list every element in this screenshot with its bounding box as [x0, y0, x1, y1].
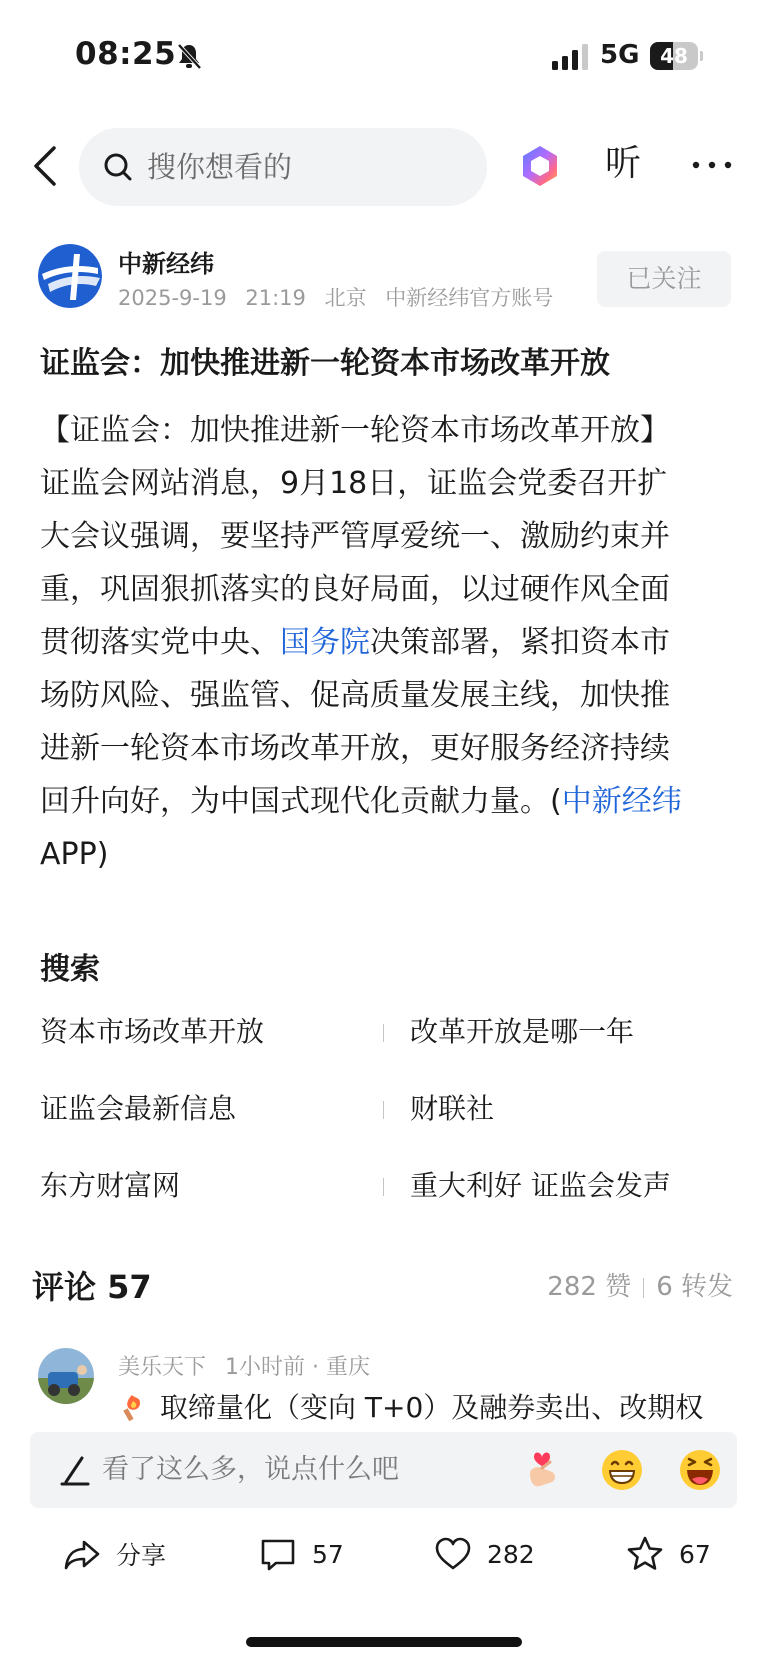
author-meta	[118, 282, 565, 312]
listen-button[interactable]: 听	[605, 143, 642, 184]
article-line	[40, 775, 730, 828]
favorite-button[interactable]	[625, 1532, 711, 1576]
search-row	[40, 1087, 730, 1164]
divider	[383, 1178, 384, 1196]
article-line: 重，巩固狠抓落实的良好局面，以过硬作风全面	[40, 572, 670, 607]
publish-time: 21:19	[245, 286, 306, 310]
search-row	[40, 1010, 730, 1087]
comment-input[interactable]	[30, 1432, 737, 1508]
related-search-grid	[40, 1010, 730, 1241]
divider	[383, 1024, 384, 1042]
share-label: 分享	[116, 1541, 167, 1570]
commenter-avatar[interactable]	[38, 1348, 94, 1404]
like-count: 282	[487, 1539, 535, 1569]
torch-icon	[118, 1391, 156, 1421]
author-avatar[interactable]	[38, 244, 102, 308]
like-button[interactable]	[433, 1532, 535, 1576]
share-button[interactable]	[62, 1532, 166, 1576]
article-line	[40, 616, 730, 669]
search-input[interactable]	[79, 128, 487, 206]
article-line: 大会议强调，要坚持严管厚爱统一、激励约束并	[40, 519, 670, 554]
repost-stat: 6 转发	[656, 1272, 733, 1302]
ai-assistant-icon[interactable]	[517, 143, 563, 189]
comment-count: 57	[312, 1539, 344, 1569]
article-text: 回升向好，为中国式现代化贡献力量。(	[40, 784, 562, 819]
article-line: 进新一轮资本市场改革开放，更好服务经济持续	[40, 731, 670, 766]
comment-meta	[118, 1350, 370, 1381]
battery-icon	[650, 42, 702, 70]
home-indicator[interactable]	[246, 1637, 522, 1647]
like-stat: 282 赞	[547, 1272, 632, 1302]
signal-icon	[552, 44, 590, 70]
battery-level: 48	[660, 44, 688, 68]
comment-placeholder: 看了这么多，说点什么吧	[102, 1454, 399, 1485]
divider	[383, 1101, 384, 1119]
search-suggestion[interactable]: 证监会最新信息	[40, 1092, 237, 1125]
article-title: 证监会：加快推进新一轮资本市场改革开放	[40, 346, 610, 381]
star-icon	[625, 1534, 665, 1574]
article-text: 决策部署，紧扣资本市	[370, 625, 670, 660]
account-type: 中新经纬官方账号	[385, 286, 554, 310]
comment-body: 取缔量化（变向 T+0）及融券卖出、改期权	[160, 1391, 704, 1422]
follow-button[interactable]: 已关注	[597, 251, 731, 307]
search-suggestion[interactable]: 重大利好 证监会发声	[410, 1169, 671, 1202]
article-body	[40, 404, 730, 881]
commenter-name[interactable]: 美乐天下	[118, 1355, 207, 1380]
search-row	[40, 1164, 730, 1241]
heart-icon	[433, 1534, 473, 1574]
back-arrow-icon[interactable]	[28, 142, 64, 190]
laugh-emoji-icon[interactable]	[678, 1448, 722, 1492]
search-heading: 搜索	[40, 952, 100, 987]
comment-time: 1小时前 · 重庆	[225, 1355, 370, 1380]
article-line: 证监会网站消息，9月18日，证监会党委召开扩	[40, 466, 668, 501]
finger-heart-emoji-icon[interactable]	[520, 1448, 564, 1492]
publish-date: 2025-9-19	[118, 286, 227, 310]
search-suggestion[interactable]: 改革开放是哪一年	[410, 1015, 635, 1048]
comment-button[interactable]	[258, 1532, 344, 1576]
publish-location: 北京	[324, 286, 367, 310]
article-line: APP)	[40, 837, 109, 872]
article-text: 贯彻落实党中央、	[40, 625, 280, 660]
grin-emoji-icon[interactable]	[600, 1448, 644, 1492]
search-suggestion[interactable]: 东方财富网	[40, 1169, 181, 1202]
favorite-count: 67	[679, 1539, 711, 1569]
search-suggestion[interactable]: 财联社	[410, 1092, 495, 1125]
comment-text	[118, 1386, 738, 1422]
status-time: 08:25	[75, 36, 177, 72]
comments-title: 评论 57	[32, 1268, 152, 1306]
pen-icon	[60, 1454, 90, 1486]
search-icon	[101, 150, 135, 184]
search-placeholder: 搜你想看的	[147, 150, 293, 184]
comment-icon	[258, 1534, 298, 1574]
state-council-link[interactable]: 国务院	[280, 625, 370, 660]
network-label: 5G	[600, 40, 640, 70]
share-icon	[62, 1534, 102, 1574]
bell-muted-icon	[176, 42, 202, 70]
source-link[interactable]: 中新经纬	[561, 784, 682, 819]
more-icon[interactable]	[690, 150, 734, 180]
comments-stats	[547, 1266, 733, 1303]
status-bar	[0, 0, 769, 112]
article-line: 场防风险、强监管、促高质量发展主线，加快推	[40, 678, 670, 713]
search-suggestion[interactable]: 资本市场改革开放	[40, 1015, 265, 1048]
author-name[interactable]: 中新经纬	[118, 250, 214, 278]
article-line: 【证监会：加快推进新一轮资本市场改革开放】	[40, 413, 670, 448]
